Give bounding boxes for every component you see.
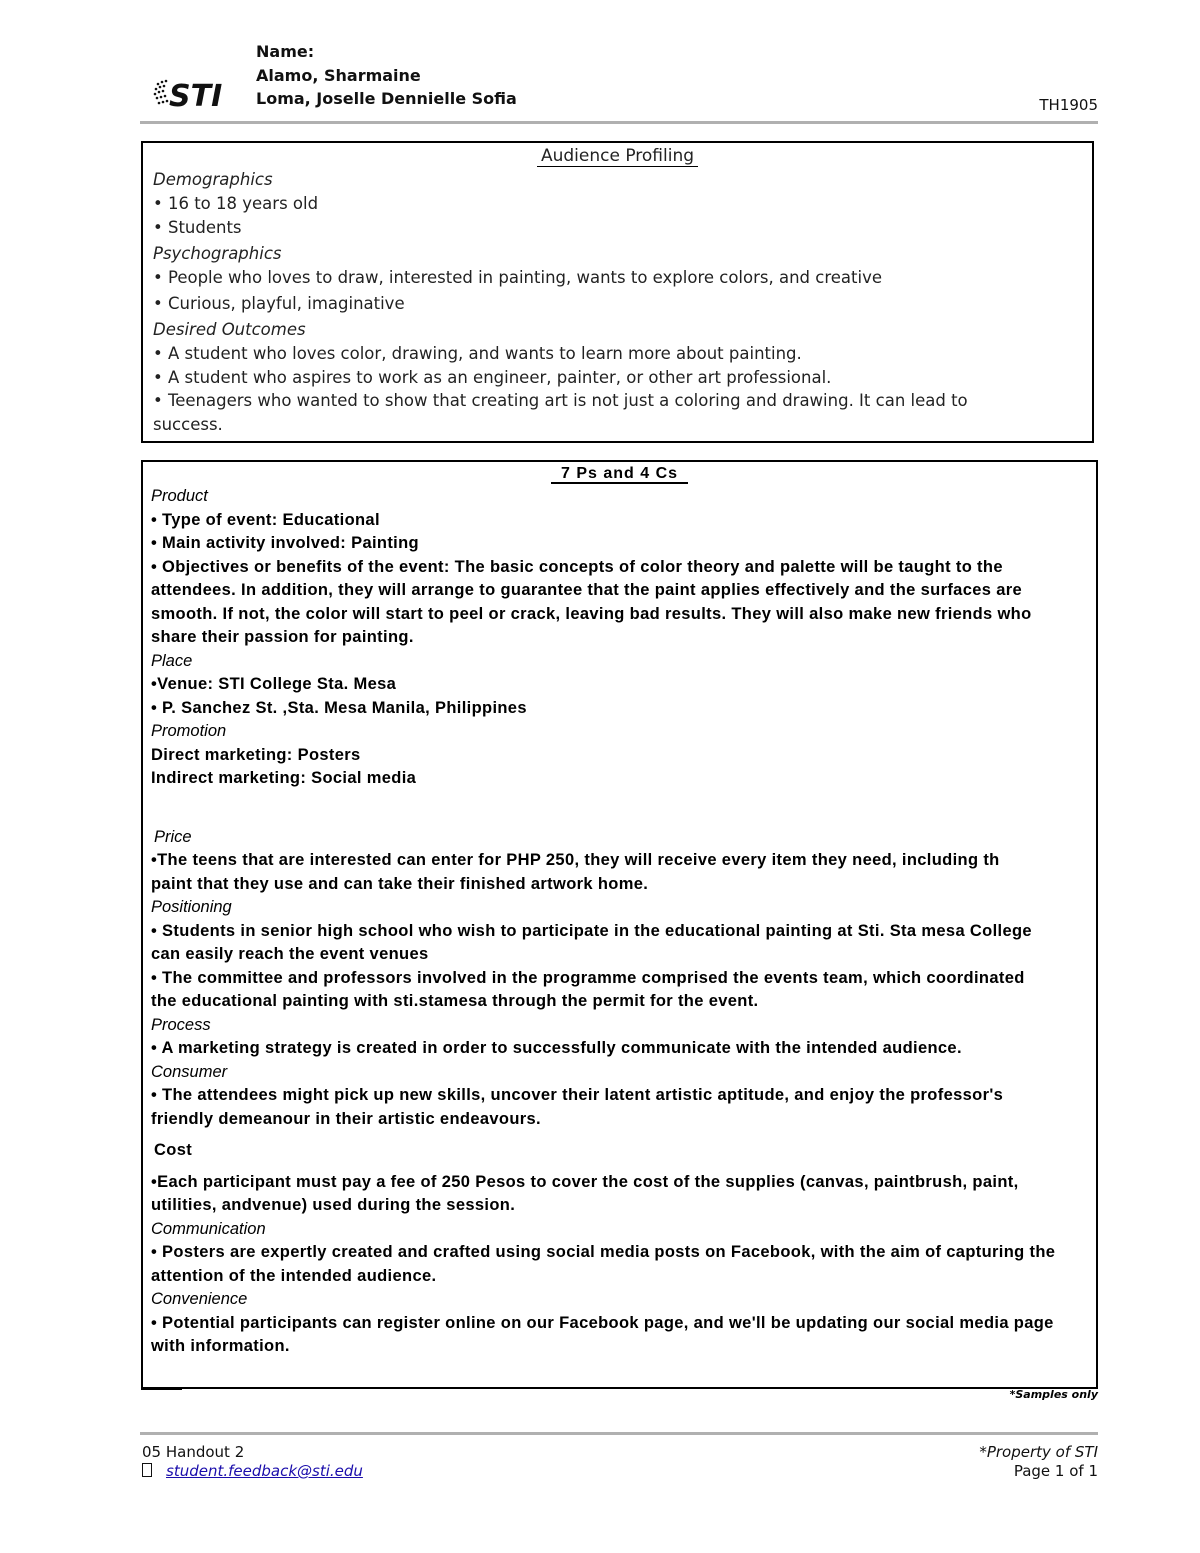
box-underline	[141, 1387, 182, 1390]
place-item: •Venue: STI College Sta. Mesa	[151, 675, 397, 693]
place-heading: Place	[151, 651, 193, 670]
positioning-item: the educational painting with sti.stamesa through the permit for the event.	[151, 992, 759, 1010]
name-label: Name:	[256, 42, 315, 61]
outcomes-item: • A student who aspires to work as an engineer, painter, or other art professional.	[153, 367, 832, 387]
footer-left	[142, 1443, 363, 1481]
communication-item: attention of the intended audience.	[151, 1266, 437, 1285]
demographics-item: • Students	[153, 217, 242, 237]
cost-heading: Cost	[154, 1141, 193, 1159]
convenience-item: • Potential participants can register online on our Facebook page, and we'll be updating our social media page	[151, 1313, 1054, 1332]
price-item: •The teens that are interested can enter for PHP 250, they will receive every item they need, including th	[151, 851, 1000, 869]
promotion-item: Direct marketing: Posters	[151, 745, 361, 764]
price-item: paint that they use and can take their finished artwork home.	[151, 874, 649, 893]
communication-heading: Communication	[151, 1219, 266, 1238]
cost-item: utilities, andvenue) used during the session.	[151, 1196, 516, 1214]
page-number: Page 1 of 1	[1013, 1462, 1098, 1480]
psychographics-item: • Curious, playful, imaginative	[153, 293, 405, 313]
audience-profiling-box	[141, 141, 1094, 443]
marketing-mix-title: 7 Ps and 4 Cs	[151, 463, 1088, 485]
product-heading: Product	[151, 487, 208, 505]
outcomes-item: • Teenagers who wanted to show that creating art is not just a coloring and drawing. It can lead to	[153, 391, 968, 410]
feedback-email-link[interactable]: student.feedback@sti.edu	[166, 1462, 363, 1480]
product-item: • Objectives or benefits of the event: The basic concepts of color theory and palette will be taught to the	[151, 557, 1003, 576]
process-heading: Process	[151, 1015, 211, 1034]
outcomes-heading: Desired Outcomes	[153, 320, 306, 339]
positioning-item: • The committee and professors involved in the programme comprised the events team, which coordinated	[151, 968, 1025, 987]
psychographics-item: • People who loves to draw, interested in painting, wants to explore colors, and creative	[153, 268, 882, 287]
product-item: smooth. If not, the color will start to peel or crack, leaving bad results. They will also make new friends who	[151, 604, 1032, 623]
student-name-2: Loma, Joselle Dennielle Sofia	[256, 89, 517, 108]
sti-logo	[152, 76, 222, 112]
promotion-item: Indirect marketing: Social media	[151, 769, 417, 787]
footer-right	[979, 1443, 1098, 1481]
communication-item: • Posters are expertly created and crafted using social media posts on Facebook, with the aim of capturing the	[151, 1243, 1056, 1261]
convenience-heading: Convenience	[151, 1290, 248, 1308]
convenience-item: with information.	[151, 1337, 290, 1355]
student-name-1: Alamo, Sharmaine	[256, 65, 421, 85]
document-code: TH1905	[1039, 96, 1098, 114]
positioning-item: can easily reach the event venues	[151, 945, 429, 963]
psychographics-heading: Psychographics	[153, 244, 282, 263]
handout-label: 05 Handout 2	[142, 1443, 245, 1461]
demographics-heading: Demographics	[153, 170, 273, 189]
place-item: • P. Sanchez St. ,Sta. Mesa Manila, Philippines	[151, 698, 527, 717]
footer-divider	[140, 1432, 1098, 1435]
cost-item: •Each participant must pay a fee of 250 Pesos to cover the cost of the supplies (canvas, paintbrush, paint,	[151, 1172, 1019, 1191]
product-item: attendees. In addition, they will arrange to guarantee that the paint applies effectively and the surfaces are	[151, 581, 1023, 599]
price-heading: Price	[154, 827, 192, 846]
product-item: • Main activity involved: Painting	[151, 534, 419, 552]
consumer-item: friendly demeanour in their artistic endeavours.	[151, 1109, 541, 1128]
demographics-item: • 16 to 18 years old	[153, 194, 319, 213]
audience-profiling-title: Audience Profiling	[153, 144, 1082, 168]
positioning-heading: Positioning	[151, 898, 232, 916]
consumer-heading: Consumer	[151, 1062, 228, 1081]
header-divider	[140, 121, 1098, 124]
email-icon	[142, 1463, 152, 1477]
marketing-mix-box	[141, 460, 1098, 1389]
student-names	[256, 40, 517, 111]
positioning-item: • Students in senior high school who wish to participate in the educational painting at Sti. Sta mesa College	[151, 921, 1032, 940]
product-item: share their passion for painting.	[151, 628, 414, 646]
process-item: • A marketing strategy is created in order to successfully communicate with the intended audience.	[151, 1039, 962, 1057]
property-note: *Property of STI	[979, 1443, 1098, 1461]
logo-text: STI	[169, 79, 222, 112]
samples-note: *Samples only	[1009, 1388, 1098, 1401]
product-item: • Type of event: Educational	[151, 510, 380, 529]
consumer-item: • The attendees might pick up new skills, uncover their latent artistic aptitude, and enjoy the professor's	[151, 1086, 1004, 1104]
outcomes-item: success.	[153, 414, 223, 434]
promotion-heading: Promotion	[151, 722, 227, 740]
outcomes-item: • A student who loves color, drawing, and wants to learn more about painting.	[153, 344, 802, 363]
